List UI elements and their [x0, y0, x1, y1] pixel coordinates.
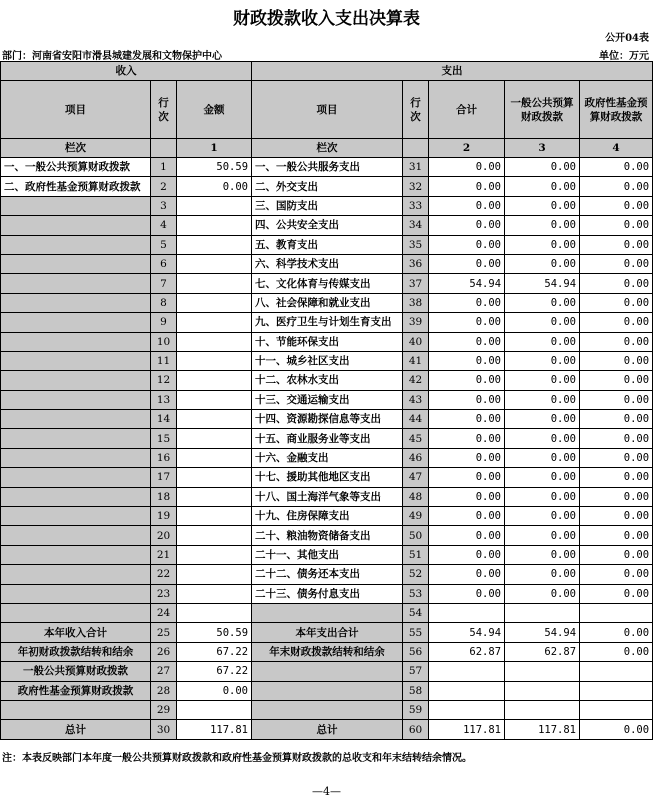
income-row-no: 14	[151, 410, 177, 429]
expense-general: 0.00	[505, 158, 580, 177]
table-row	[1, 177, 653, 196]
expense-item: 五、教育支出	[252, 235, 403, 254]
income-item	[1, 410, 151, 429]
col-total: 合计	[429, 81, 505, 139]
lanci-label: 栏次	[1, 139, 151, 158]
table-row	[1, 274, 653, 293]
income-item: 政府性基金预算财政拨款	[1, 681, 151, 700]
expense-row-no: 60	[403, 720, 429, 739]
income-row-no: 15	[151, 429, 177, 448]
expense-fund: 0.00	[580, 332, 653, 351]
expense-general: 0.00	[505, 254, 580, 273]
income-row-no: 23	[151, 584, 177, 603]
expense-item: 七、文化体育与传媒支出	[252, 274, 403, 293]
income-item	[1, 332, 151, 351]
expense-fund: 0.00	[580, 526, 653, 545]
expense-general: 0.00	[505, 293, 580, 312]
income-item	[1, 700, 151, 719]
income-amount	[177, 448, 252, 467]
expense-general	[505, 603, 580, 622]
expense-general: 0.00	[505, 410, 580, 429]
income-row-no: 29	[151, 700, 177, 719]
expense-total: 0.00	[429, 196, 505, 215]
expense-row-no: 38	[403, 293, 429, 312]
income-amount	[177, 216, 252, 235]
income-amount	[177, 429, 252, 448]
income-row-no: 26	[151, 642, 177, 661]
expense-item: 十八、国土海洋气象等支出	[252, 487, 403, 506]
table-row	[1, 603, 653, 622]
income-amount	[177, 507, 252, 526]
table-row	[1, 196, 653, 215]
income-amount	[177, 390, 252, 409]
expense-total	[429, 662, 505, 681]
expense-general: 0.00	[505, 565, 580, 584]
expense-general: 0.00	[505, 177, 580, 196]
expense-fund: 0.00	[580, 448, 653, 467]
expense-item: 九、医疗卫生与计划生育支出	[252, 313, 403, 332]
table-row	[1, 584, 653, 603]
expense-fund: 0.00	[580, 216, 653, 235]
col-amount: 金额	[177, 81, 252, 139]
income-row-no: 30	[151, 720, 177, 739]
expense-general: 0.00	[505, 545, 580, 564]
expense-row-no: 49	[403, 507, 429, 526]
expense-fund: 0.00	[580, 487, 653, 506]
expense-general: 0.00	[505, 429, 580, 448]
expense-fund	[580, 681, 653, 700]
expense-total: 0.00	[429, 448, 505, 467]
income-row-no: 11	[151, 351, 177, 370]
currency-unit: 单位：万元	[599, 51, 649, 62]
table-row	[1, 313, 653, 332]
expense-total: 0.00	[429, 177, 505, 196]
income-row-no: 27	[151, 662, 177, 681]
expense-fund: 0.00	[580, 720, 653, 739]
income-row-no: 7	[151, 274, 177, 293]
income-amount: 0.00	[177, 177, 252, 196]
expense-fund: 0.00	[580, 351, 653, 370]
income-amount	[177, 293, 252, 312]
table-row	[1, 235, 653, 254]
expense-general: 0.00	[505, 332, 580, 351]
expense-row-no: 43	[403, 390, 429, 409]
col-fund: 政府性基金预算财政拨款	[580, 81, 653, 139]
income-item: 二、政府性基金预算财政拨款	[1, 177, 151, 196]
col-row-no2: 行次	[403, 81, 429, 139]
expense-fund: 0.00	[580, 507, 653, 526]
expense-item: 总计	[252, 720, 403, 739]
income-row-no: 12	[151, 371, 177, 390]
table-row	[1, 700, 653, 719]
expense-fund: 0.00	[580, 642, 653, 661]
report-title: 财政拨款收入支出决算表	[233, 9, 420, 29]
income-row-no: 1	[151, 158, 177, 177]
income-item	[1, 371, 151, 390]
income-row-no: 3	[151, 196, 177, 215]
expense-fund: 0.00	[580, 235, 653, 254]
table-row	[1, 662, 653, 681]
income-item: 总计	[1, 720, 151, 739]
expense-item: 二十三、债务付息支出	[252, 584, 403, 603]
expense-fund: 0.00	[580, 313, 653, 332]
expense-general: 0.00	[505, 371, 580, 390]
table-row	[1, 642, 653, 661]
income-amount	[177, 700, 252, 719]
expense-fund: 0.00	[580, 545, 653, 564]
expense-row-no: 31	[403, 158, 429, 177]
income-item	[1, 545, 151, 564]
income-row-no: 22	[151, 565, 177, 584]
income-row-no: 13	[151, 390, 177, 409]
expense-total: 0.00	[429, 235, 505, 254]
expense-row-no: 33	[403, 196, 429, 215]
expense-fund: 0.00	[580, 584, 653, 603]
lanci-blank	[151, 139, 177, 158]
expense-total: 0.00	[429, 216, 505, 235]
expense-item: 十一、城乡社区支出	[252, 351, 403, 370]
income-item	[1, 507, 151, 526]
expense-general: 0.00	[505, 351, 580, 370]
income-item	[1, 487, 151, 506]
income-item	[1, 526, 151, 545]
income-row-no: 5	[151, 235, 177, 254]
table-row	[1, 720, 653, 739]
expense-row-no: 54	[403, 603, 429, 622]
expense-fund: 0.00	[580, 429, 653, 448]
income-amount	[177, 603, 252, 622]
table-row	[1, 623, 653, 642]
expense-general: 54.94	[505, 274, 580, 293]
income-amount: 67.22	[177, 642, 252, 661]
table-row	[1, 468, 653, 487]
table-row	[1, 487, 653, 506]
expense-total: 54.94	[429, 274, 505, 293]
expense-total: 0.00	[429, 332, 505, 351]
income-item	[1, 313, 151, 332]
table-row	[1, 507, 653, 526]
income-amount: 50.59	[177, 158, 252, 177]
expense-total: 54.94	[429, 623, 505, 642]
expense-total: 0.00	[429, 351, 505, 370]
expense-general	[505, 681, 580, 700]
expense-fund	[580, 700, 653, 719]
expense-general: 0.00	[505, 313, 580, 332]
table-row	[1, 681, 653, 700]
expense-row-no: 55	[403, 623, 429, 642]
table-row	[1, 351, 653, 370]
col-item2: 项目	[252, 81, 403, 139]
expense-general: 117.81	[505, 720, 580, 739]
expense-row-no: 57	[403, 662, 429, 681]
expense-row-no: 36	[403, 254, 429, 273]
table-row	[1, 526, 653, 545]
expense-row-no: 44	[403, 410, 429, 429]
income-item	[1, 390, 151, 409]
expense-total	[429, 603, 505, 622]
income-row-no: 6	[151, 254, 177, 273]
expense-row-no: 46	[403, 448, 429, 467]
table-row	[1, 158, 653, 177]
income-amount: 0.00	[177, 681, 252, 700]
expense-general	[505, 662, 580, 681]
income-amount	[177, 332, 252, 351]
expense-row-no: 34	[403, 216, 429, 235]
expense-row-no: 37	[403, 274, 429, 293]
table-row	[1, 410, 653, 429]
expense-row-no: 50	[403, 526, 429, 545]
table-row	[1, 293, 653, 312]
expense-row-no: 48	[403, 487, 429, 506]
income-row-no: 9	[151, 313, 177, 332]
income-item	[1, 584, 151, 603]
expense-fund: 0.00	[580, 623, 653, 642]
income-item	[1, 351, 151, 370]
income-amount	[177, 487, 252, 506]
expense-fund: 0.00	[580, 254, 653, 273]
expense-general: 0.00	[505, 448, 580, 467]
expense-item: 十、节能环保支出	[252, 332, 403, 351]
income-amount	[177, 254, 252, 273]
expense-item: 二十一、其他支出	[252, 545, 403, 564]
table-row	[1, 390, 653, 409]
expense-general	[505, 700, 580, 719]
header-row-sections	[1, 62, 653, 81]
income-item: 一、一般公共预算财政拨款	[1, 158, 151, 177]
expense-total: 0.00	[429, 410, 505, 429]
income-row-no: 18	[151, 487, 177, 506]
expense-total: 0.00	[429, 429, 505, 448]
expense-total: 0.00	[429, 468, 505, 487]
footnote: 注：本表反映部门本年度一般公共预算财政拨款和政府性基金预算财政拨款的总收支和年末结转结余情况。	[2, 753, 472, 764]
expense-item: 六、科学技术支出	[252, 254, 403, 273]
income-header: 收入	[1, 62, 252, 81]
expense-fund: 0.00	[580, 196, 653, 215]
table-row	[1, 332, 653, 351]
expense-item: 一、一般公共服务支出	[252, 158, 403, 177]
income-item	[1, 448, 151, 467]
income-item	[1, 429, 151, 448]
table-row	[1, 371, 653, 390]
expense-fund: 0.00	[580, 293, 653, 312]
expense-fund	[580, 603, 653, 622]
expense-general: 0.00	[505, 526, 580, 545]
lanci-col1: 1	[177, 139, 252, 158]
income-amount	[177, 351, 252, 370]
income-row-no: 10	[151, 332, 177, 351]
income-row-no: 21	[151, 545, 177, 564]
income-amount: 117.81	[177, 720, 252, 739]
expense-item: 十九、住房保障支出	[252, 507, 403, 526]
form-code: 公开04表	[605, 33, 649, 44]
expense-row-no: 52	[403, 565, 429, 584]
expense-total: 0.00	[429, 254, 505, 273]
income-row-no: 24	[151, 603, 177, 622]
expense-item	[252, 681, 403, 700]
expense-row-no: 40	[403, 332, 429, 351]
income-item	[1, 196, 151, 215]
expense-total	[429, 681, 505, 700]
table-row	[1, 448, 653, 467]
expense-total: 0.00	[429, 371, 505, 390]
lanci-col2: 2	[429, 139, 505, 158]
expense-general: 0.00	[505, 468, 580, 487]
expense-header: 支出	[252, 62, 653, 81]
expense-general: 0.00	[505, 584, 580, 603]
income-amount	[177, 371, 252, 390]
table-row	[1, 216, 653, 235]
expense-item: 本年支出合计	[252, 623, 403, 642]
income-item: 年初财政拨款结转和结余	[1, 642, 151, 661]
expense-total	[429, 700, 505, 719]
expense-fund: 0.00	[580, 390, 653, 409]
expense-general: 62.87	[505, 642, 580, 661]
expense-item: 十三、交通运输支出	[252, 390, 403, 409]
income-amount	[177, 410, 252, 429]
expense-total: 0.00	[429, 293, 505, 312]
income-amount: 50.59	[177, 623, 252, 642]
expense-fund: 0.00	[580, 177, 653, 196]
expense-row-no: 45	[403, 429, 429, 448]
expense-total: 0.00	[429, 313, 505, 332]
expense-item: 三、国防支出	[252, 196, 403, 215]
expense-row-no: 47	[403, 468, 429, 487]
expense-item: 十四、资源勘探信息等支出	[252, 410, 403, 429]
expense-item: 十二、农林水支出	[252, 371, 403, 390]
expense-row-no: 59	[403, 700, 429, 719]
income-amount: 67.22	[177, 662, 252, 681]
expense-total: 0.00	[429, 584, 505, 603]
income-item	[1, 216, 151, 235]
lanci-col3: 3	[505, 139, 580, 158]
header-row-columns	[1, 81, 653, 139]
expense-general: 0.00	[505, 196, 580, 215]
expense-item: 四、公共安全支出	[252, 216, 403, 235]
expense-fund: 0.00	[580, 371, 653, 390]
income-row-no: 19	[151, 507, 177, 526]
income-amount	[177, 468, 252, 487]
expense-total: 0.00	[429, 526, 505, 545]
income-amount	[177, 565, 252, 584]
expense-general: 0.00	[505, 216, 580, 235]
expense-item: 八、社会保障和就业支出	[252, 293, 403, 312]
table-row	[1, 254, 653, 273]
expense-row-no: 42	[403, 371, 429, 390]
expense-fund: 0.00	[580, 410, 653, 429]
expense-general: 54.94	[505, 623, 580, 642]
income-row-no: 28	[151, 681, 177, 700]
income-item	[1, 254, 151, 273]
expense-total: 0.00	[429, 487, 505, 506]
expense-total: 0.00	[429, 390, 505, 409]
expense-row-no: 51	[403, 545, 429, 564]
expense-row-no: 32	[403, 177, 429, 196]
table-row	[1, 545, 653, 564]
expense-item: 二十、粮油物资储备支出	[252, 526, 403, 545]
expense-item: 十五、商业服务业等支出	[252, 429, 403, 448]
expense-item: 二十二、债务还本支出	[252, 565, 403, 584]
income-item: 一般公共预算财政拨款	[1, 662, 151, 681]
expense-total: 0.00	[429, 565, 505, 584]
header-row-lanci	[1, 139, 653, 158]
income-amount	[177, 584, 252, 603]
finance-table	[0, 61, 653, 740]
col-item: 项目	[1, 81, 151, 139]
expense-row-no: 39	[403, 313, 429, 332]
col-row-no: 行次	[151, 81, 177, 139]
income-item: 本年收入合计	[1, 623, 151, 642]
expense-row-no: 58	[403, 681, 429, 700]
table-row	[1, 565, 653, 584]
expense-general: 0.00	[505, 487, 580, 506]
income-item	[1, 603, 151, 622]
expense-row-no: 35	[403, 235, 429, 254]
expense-fund: 0.00	[580, 274, 653, 293]
income-row-no: 2	[151, 177, 177, 196]
expense-item	[252, 662, 403, 681]
lanci-col4: 4	[580, 139, 653, 158]
expense-item	[252, 700, 403, 719]
table-row	[1, 429, 653, 448]
expense-item: 十六、金融支出	[252, 448, 403, 467]
income-amount	[177, 545, 252, 564]
expense-general: 0.00	[505, 390, 580, 409]
lanci-blank2	[403, 139, 429, 158]
expense-total: 0.00	[429, 545, 505, 564]
income-amount	[177, 196, 252, 215]
expense-total: 0.00	[429, 507, 505, 526]
income-row-no: 20	[151, 526, 177, 545]
income-row-no: 8	[151, 293, 177, 312]
expense-fund	[580, 662, 653, 681]
expense-item: 二、外交支出	[252, 177, 403, 196]
income-amount	[177, 274, 252, 293]
expense-total: 0.00	[429, 158, 505, 177]
expense-fund: 0.00	[580, 158, 653, 177]
income-row-no: 25	[151, 623, 177, 642]
income-row-no: 4	[151, 216, 177, 235]
department-label: 部门：河南省安阳市滑县城建发展和文物保护中心	[2, 51, 222, 62]
income-amount	[177, 526, 252, 545]
expense-item	[252, 603, 403, 622]
income-item	[1, 235, 151, 254]
expense-item: 十七、援助其他地区支出	[252, 468, 403, 487]
expense-item: 年末财政拨款结转和结余	[252, 642, 403, 661]
expense-row-no: 41	[403, 351, 429, 370]
income-item	[1, 274, 151, 293]
income-row-no: 16	[151, 448, 177, 467]
expense-total: 117.81	[429, 720, 505, 739]
col-general: 一般公共预算财政拨款	[505, 81, 580, 139]
income-row-no: 17	[151, 468, 177, 487]
expense-row-no: 56	[403, 642, 429, 661]
lanci-label2: 栏次	[252, 139, 403, 158]
expense-fund: 0.00	[580, 468, 653, 487]
expense-fund: 0.00	[580, 565, 653, 584]
expense-general: 0.00	[505, 507, 580, 526]
income-item	[1, 565, 151, 584]
income-item	[1, 468, 151, 487]
expense-row-no: 53	[403, 584, 429, 603]
expense-total: 62.87	[429, 642, 505, 661]
income-item	[1, 293, 151, 312]
income-amount	[177, 235, 252, 254]
expense-general: 0.00	[505, 235, 580, 254]
page-number: —4—	[312, 785, 341, 798]
income-amount	[177, 313, 252, 332]
